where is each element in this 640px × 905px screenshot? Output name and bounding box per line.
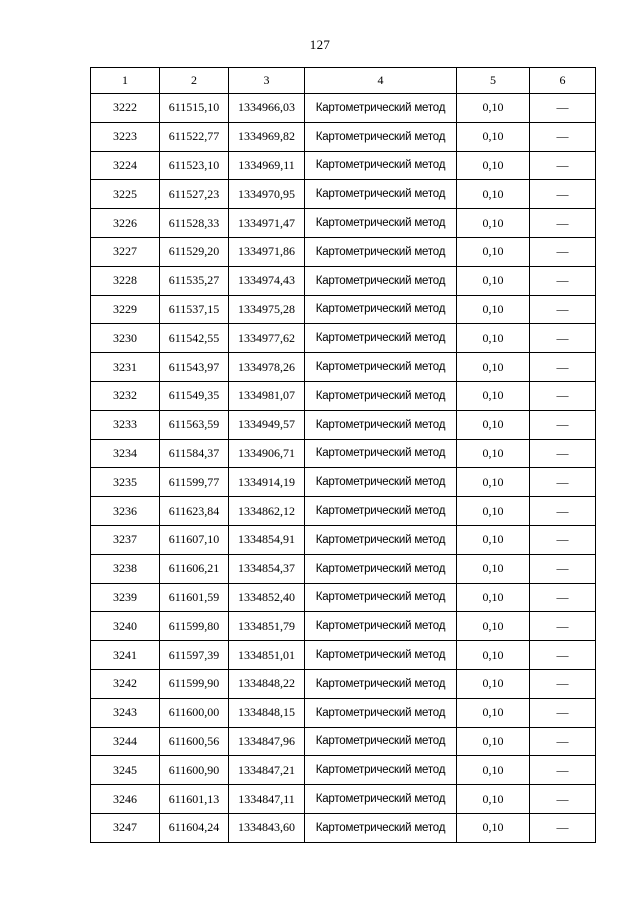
cell-y-coordinate: 1334851,01	[229, 641, 305, 670]
cell-accuracy: 0,10	[457, 266, 530, 295]
cell-point-number: 3230	[91, 324, 160, 353]
table-header	[91, 68, 596, 94]
cell-point-number: 3246	[91, 785, 160, 814]
cell-y-coordinate: 1334969,11	[229, 151, 305, 180]
cell-accuracy: 0,10	[457, 209, 530, 238]
table-row	[91, 727, 596, 756]
cell-x-coordinate: 611537,15	[160, 295, 229, 324]
cell-y-coordinate: 1334906,71	[229, 439, 305, 468]
cell-y-coordinate: 1334847,21	[229, 756, 305, 785]
cell-method: Картометрический метод	[305, 583, 457, 612]
cell-accuracy: 0,10	[457, 295, 530, 324]
cell-x-coordinate: 611543,97	[160, 353, 229, 382]
cell-method: Картометрический метод	[305, 122, 457, 151]
cell-note: —	[530, 468, 596, 497]
cell-note: —	[530, 554, 596, 583]
table-row	[91, 439, 596, 468]
cell-x-coordinate: 611529,20	[160, 237, 229, 266]
table-row	[91, 94, 596, 123]
cell-x-coordinate: 611604,24	[160, 813, 229, 842]
cell-y-coordinate: 1334975,28	[229, 295, 305, 324]
column-header-3: 3	[229, 68, 305, 94]
cell-accuracy: 0,10	[457, 353, 530, 382]
table-row	[91, 756, 596, 785]
cell-accuracy: 0,10	[457, 497, 530, 526]
cell-x-coordinate: 611584,37	[160, 439, 229, 468]
cell-x-coordinate: 611549,35	[160, 381, 229, 410]
table-row	[91, 468, 596, 497]
table-body	[91, 94, 596, 843]
cell-point-number: 3234	[91, 439, 160, 468]
cell-method: Картометрический метод	[305, 410, 457, 439]
cell-x-coordinate: 611599,77	[160, 468, 229, 497]
table-row	[91, 669, 596, 698]
cell-y-coordinate: 1334971,47	[229, 209, 305, 238]
coordinates-table	[90, 67, 596, 843]
cell-method: Картометрический метод	[305, 497, 457, 526]
cell-y-coordinate: 1334969,82	[229, 122, 305, 151]
cell-accuracy: 0,10	[457, 410, 530, 439]
cell-x-coordinate: 611522,77	[160, 122, 229, 151]
cell-point-number: 3228	[91, 266, 160, 295]
table-row	[91, 554, 596, 583]
cell-accuracy: 0,10	[457, 151, 530, 180]
cell-point-number: 3242	[91, 669, 160, 698]
table-row	[91, 410, 596, 439]
cell-accuracy: 0,10	[457, 698, 530, 727]
cell-note: —	[530, 122, 596, 151]
cell-note: —	[530, 94, 596, 123]
table-row	[91, 209, 596, 238]
cell-note: —	[530, 209, 596, 238]
table-row	[91, 497, 596, 526]
cell-method: Картометрический метод	[305, 209, 457, 238]
cell-y-coordinate: 1334854,37	[229, 554, 305, 583]
cell-y-coordinate: 1334977,62	[229, 324, 305, 353]
table-row	[91, 785, 596, 814]
cell-accuracy: 0,10	[457, 756, 530, 785]
cell-x-coordinate: 611528,33	[160, 209, 229, 238]
column-header-5: 5	[457, 68, 530, 94]
table-row	[91, 324, 596, 353]
cell-accuracy: 0,10	[457, 727, 530, 756]
cell-accuracy: 0,10	[457, 237, 530, 266]
cell-y-coordinate: 1334978,26	[229, 353, 305, 382]
cell-point-number: 3227	[91, 237, 160, 266]
cell-accuracy: 0,10	[457, 180, 530, 209]
cell-accuracy: 0,10	[457, 813, 530, 842]
cell-method: Картометрический метод	[305, 641, 457, 670]
table-row	[91, 813, 596, 842]
header-row	[91, 68, 596, 94]
cell-accuracy: 0,10	[457, 583, 530, 612]
cell-accuracy: 0,10	[457, 785, 530, 814]
cell-note: —	[530, 756, 596, 785]
cell-accuracy: 0,10	[457, 94, 530, 123]
cell-method: Картометрический метод	[305, 525, 457, 554]
cell-y-coordinate: 1334848,15	[229, 698, 305, 727]
cell-note: —	[530, 410, 596, 439]
table-row	[91, 237, 596, 266]
cell-point-number: 3239	[91, 583, 160, 612]
cell-note: —	[530, 698, 596, 727]
cell-point-number: 3233	[91, 410, 160, 439]
cell-y-coordinate: 1334862,12	[229, 497, 305, 526]
table-row	[91, 295, 596, 324]
cell-y-coordinate: 1334966,03	[229, 94, 305, 123]
cell-method: Картометрический метод	[305, 727, 457, 756]
cell-x-coordinate: 611599,90	[160, 669, 229, 698]
cell-x-coordinate: 611523,10	[160, 151, 229, 180]
cell-note: —	[530, 381, 596, 410]
table-row	[91, 641, 596, 670]
cell-method: Картометрический метод	[305, 439, 457, 468]
cell-method: Картометрический метод	[305, 612, 457, 641]
cell-note: —	[530, 669, 596, 698]
cell-y-coordinate: 1334970,95	[229, 180, 305, 209]
cell-note: —	[530, 813, 596, 842]
cell-note: —	[530, 237, 596, 266]
table-row	[91, 612, 596, 641]
cell-method: Картометрический метод	[305, 468, 457, 497]
cell-x-coordinate: 611623,84	[160, 497, 229, 526]
cell-point-number: 3222	[91, 94, 160, 123]
cell-method: Картометрический метод	[305, 813, 457, 842]
table-row	[91, 180, 596, 209]
cell-y-coordinate: 1334852,40	[229, 583, 305, 612]
cell-method: Картометрический метод	[305, 324, 457, 353]
cell-point-number: 3223	[91, 122, 160, 151]
cell-x-coordinate: 611607,10	[160, 525, 229, 554]
column-header-1: 1	[91, 68, 160, 94]
cell-y-coordinate: 1334851,79	[229, 612, 305, 641]
cell-point-number: 3245	[91, 756, 160, 785]
cell-point-number: 3247	[91, 813, 160, 842]
cell-x-coordinate: 611599,80	[160, 612, 229, 641]
cell-note: —	[530, 151, 596, 180]
column-header-2: 2	[160, 68, 229, 94]
cell-y-coordinate: 1334974,43	[229, 266, 305, 295]
column-header-6: 6	[530, 68, 596, 94]
cell-point-number: 3244	[91, 727, 160, 756]
cell-y-coordinate: 1334854,91	[229, 525, 305, 554]
cell-x-coordinate: 611600,90	[160, 756, 229, 785]
cell-point-number: 3235	[91, 468, 160, 497]
cell-method: Картометрический метод	[305, 698, 457, 727]
cell-y-coordinate: 1334971,86	[229, 237, 305, 266]
cell-accuracy: 0,10	[457, 468, 530, 497]
cell-x-coordinate: 611515,10	[160, 94, 229, 123]
cell-method: Картометрический метод	[305, 381, 457, 410]
cell-note: —	[530, 266, 596, 295]
cell-method: Картометрический метод	[305, 353, 457, 382]
cell-y-coordinate: 1334847,11	[229, 785, 305, 814]
cell-point-number: 3243	[91, 698, 160, 727]
cell-y-coordinate: 1334843,60	[229, 813, 305, 842]
cell-point-number: 3240	[91, 612, 160, 641]
cell-accuracy: 0,10	[457, 554, 530, 583]
cell-point-number: 3226	[91, 209, 160, 238]
cell-note: —	[530, 439, 596, 468]
cell-method: Картометрический метод	[305, 554, 457, 583]
page-number: 127	[309, 37, 331, 52]
cell-method: Картометрический метод	[305, 180, 457, 209]
table-row	[91, 381, 596, 410]
cell-note: —	[530, 497, 596, 526]
cell-x-coordinate: 611563,59	[160, 410, 229, 439]
table-row	[91, 151, 596, 180]
cell-y-coordinate: 1334847,96	[229, 727, 305, 756]
cell-method: Картометрический метод	[305, 295, 457, 324]
cell-accuracy: 0,10	[457, 525, 530, 554]
cell-method: Картометрический метод	[305, 266, 457, 295]
cell-y-coordinate: 1334914,19	[229, 468, 305, 497]
table-row	[91, 122, 596, 151]
cell-method: Картометрический метод	[305, 237, 457, 266]
cell-accuracy: 0,10	[457, 439, 530, 468]
cell-accuracy: 0,10	[457, 324, 530, 353]
cell-accuracy: 0,10	[457, 122, 530, 151]
cell-point-number: 3229	[91, 295, 160, 324]
cell-y-coordinate: 1334981,07	[229, 381, 305, 410]
cell-method: Картометрический метод	[305, 785, 457, 814]
cell-x-coordinate: 611601,13	[160, 785, 229, 814]
cell-x-coordinate: 611606,21	[160, 554, 229, 583]
cell-accuracy: 0,10	[457, 612, 530, 641]
cell-x-coordinate: 611542,55	[160, 324, 229, 353]
table-row	[91, 266, 596, 295]
cell-point-number: 3241	[91, 641, 160, 670]
cell-x-coordinate: 611535,27	[160, 266, 229, 295]
table-row	[91, 583, 596, 612]
cell-point-number: 3224	[91, 151, 160, 180]
cell-note: —	[530, 785, 596, 814]
cell-note: —	[530, 525, 596, 554]
cell-x-coordinate: 611601,59	[160, 583, 229, 612]
table-row	[91, 525, 596, 554]
column-header-4: 4	[305, 68, 457, 94]
cell-method: Картометрический метод	[305, 669, 457, 698]
cell-note: —	[530, 324, 596, 353]
cell-x-coordinate: 611527,23	[160, 180, 229, 209]
cell-accuracy: 0,10	[457, 381, 530, 410]
cell-x-coordinate: 611600,56	[160, 727, 229, 756]
cell-accuracy: 0,10	[457, 641, 530, 670]
cell-note: —	[530, 353, 596, 382]
cell-y-coordinate: 1334949,57	[229, 410, 305, 439]
cell-point-number: 3238	[91, 554, 160, 583]
cell-point-number: 3225	[91, 180, 160, 209]
cell-note: —	[530, 295, 596, 324]
cell-note: —	[530, 612, 596, 641]
cell-note: —	[530, 180, 596, 209]
cell-note: —	[530, 583, 596, 612]
cell-point-number: 3236	[91, 497, 160, 526]
cell-method: Картометрический метод	[305, 756, 457, 785]
cell-note: —	[530, 641, 596, 670]
table-row	[91, 698, 596, 727]
cell-y-coordinate: 1334848,22	[229, 669, 305, 698]
cell-x-coordinate: 611600,00	[160, 698, 229, 727]
table-row	[91, 353, 596, 382]
cell-method: Картометрический метод	[305, 94, 457, 123]
cell-x-coordinate: 611597,39	[160, 641, 229, 670]
cell-point-number: 3231	[91, 353, 160, 382]
cell-note: —	[530, 727, 596, 756]
cell-accuracy: 0,10	[457, 669, 530, 698]
cell-method: Картометрический метод	[305, 151, 457, 180]
cell-point-number: 3232	[91, 381, 160, 410]
cell-point-number: 3237	[91, 525, 160, 554]
